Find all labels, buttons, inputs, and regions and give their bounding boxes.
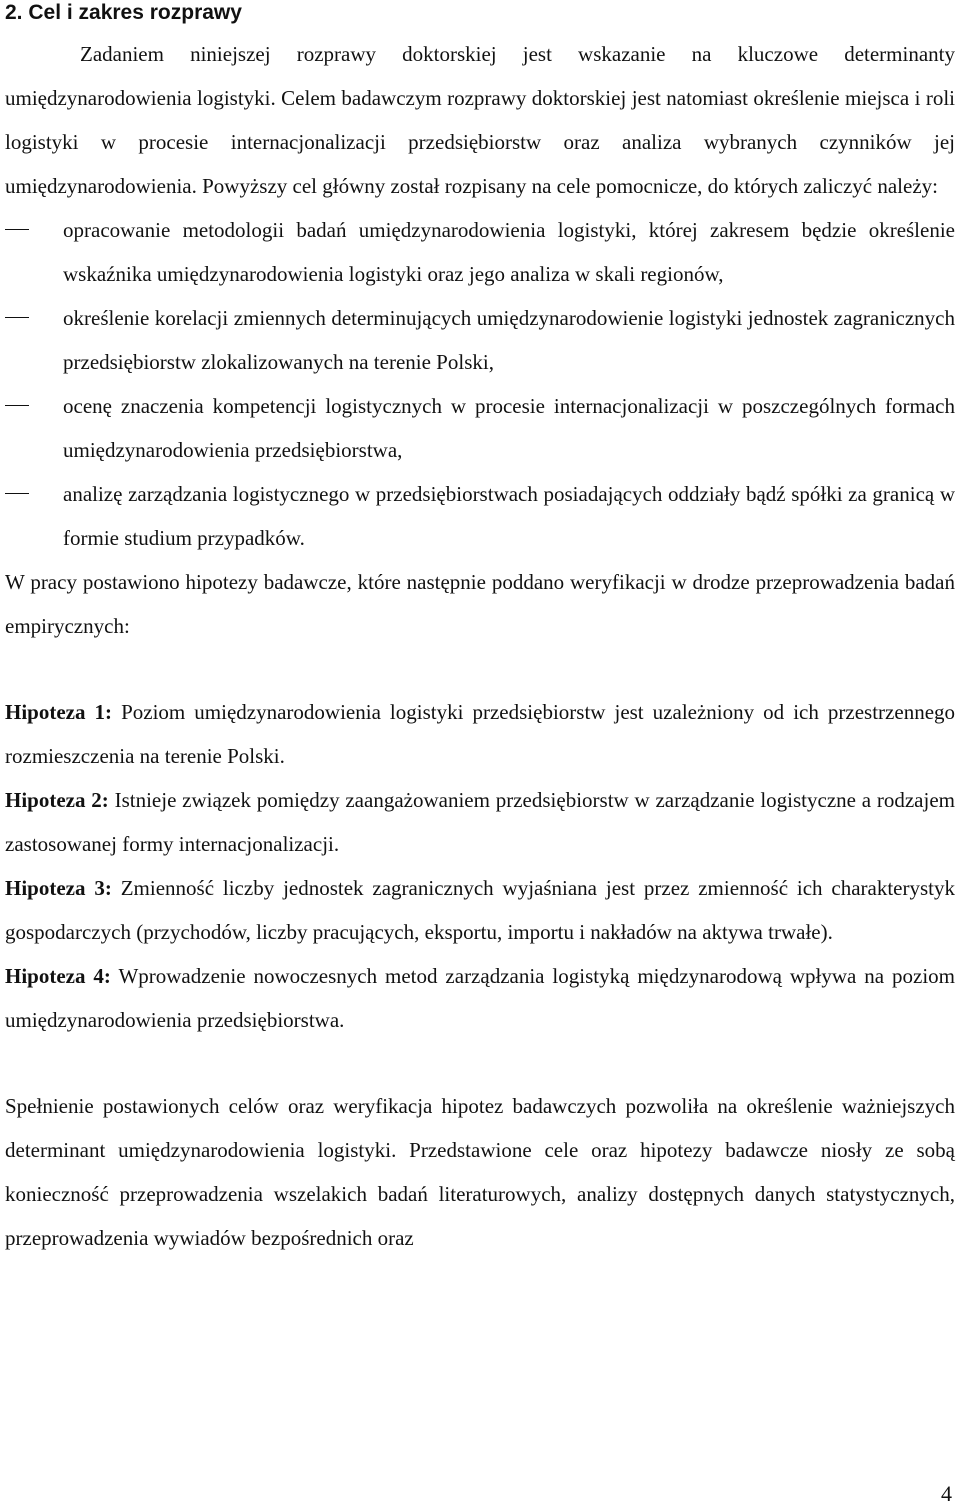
hypothesis-label: Hipoteza 1: xyxy=(5,700,113,724)
hypothesis-text: Wprowadzenie nowoczesnych metod zarządzania logistyką międzynarodową wpływa na poziom umiędzynarodowienia przedsiębiorstwa. xyxy=(5,964,956,1032)
hypothesis-label: Hipoteza 4: xyxy=(5,964,111,988)
goal-text: analizę zarządzania logistycznego w przedsiębiorstwach posiadających oddziały bądź spółki za granicą w formie studium przypadków. xyxy=(63,482,955,550)
hypothesis-2 xyxy=(5,778,955,866)
hypothesis-text: Istnieje związek pomiędzy zaangażowaniem przedsiębiorstw w zarządzanie logistyczne a rodzajem zastosowanej formy internacjonalizacji. xyxy=(5,788,955,856)
dash-bullet-icon xyxy=(5,317,29,318)
closing-paragraph: Spełnienie postawionych celów oraz weryfikacja hipotez badawczych pozwoliła na określenie ważniejszych determinant umiędzynarodowienia logistyki. Przedstawione cele oraz hipotezy badawcze niosły ze sobą konieczność przeprowadzenia wszelakich badań literaturowych, analizy dostępnych danych statystycznych, przeprowadzenia wywiadów bezpośrednich oraz xyxy=(5,1094,955,1250)
list-item xyxy=(5,296,955,384)
goal-text: określenie korelacji zmiennych determinujących umiędzynarodowienie logistyki jednostek zagranicznych przedsiębiorstw zlokalizowanych na terenie Polski, xyxy=(63,306,955,374)
dash-bullet-icon xyxy=(5,229,29,230)
hypothesis-label: Hipoteza 2: xyxy=(5,788,109,812)
hypothesis-3 xyxy=(5,866,955,954)
intro-paragraph: Zadaniem niniejszej rozprawy doktorskiej jest wskazanie na kluczowe determinanty umiędzynarodowienia logistyki. Celem badawczym rozprawy doktorskiej jest natomiast określenie miejsca i roli logistyki w procesie internacjonalizacji przedsiębiorstw oraz analiza wybranych czynników jej umiędzynarodowienia. Powyższy cel główny został rozpisany na cele pomocnicze, do których zaliczyć należy: xyxy=(5,42,955,198)
hypothesis-text: Zmienność liczby jednostek zagranicznych wyjaśniana jest przez zmienność ich charakterystyk gospodarczych (przychodów, liczby pracujących, eksportu, importu i nakładów na aktywa trwałe). xyxy=(5,876,956,944)
section-title: 2. Cel i zakres rozprawy xyxy=(5,1,242,24)
spacer xyxy=(5,648,955,690)
hypothesis-1 xyxy=(5,690,955,778)
hypothesis-label: Hipoteza 3: xyxy=(5,876,112,900)
page-number: 4 xyxy=(941,1481,952,1506)
list-item xyxy=(5,472,955,560)
hypothesis-4 xyxy=(5,954,955,1042)
list-item xyxy=(5,208,955,296)
list-item xyxy=(5,384,955,472)
hypotheses-intro-paragraph: W pracy postawiono hipotezy badawcze, które następnie poddano weryfikacji w drodze przeprowadzenia badań empirycznych: xyxy=(5,570,955,638)
dash-bullet-icon xyxy=(5,493,29,494)
goals-list xyxy=(5,208,955,560)
goal-text: opracowanie metodologii badań umiędzynarodowienia logistyki, której zakresem będzie określenie wskaźnika umiędzynarodowienia logistyki oraz jego analiza w skali regionów, xyxy=(63,218,955,286)
goal-text: ocenę znaczenia kompetencji logistycznych w procesie internacjonalizacji w poszczególnych formach umiędzynarodowienia przedsiębiorstwa, xyxy=(63,394,955,462)
dash-bullet-icon xyxy=(5,405,29,406)
spacer xyxy=(5,1042,955,1084)
hypothesis-text: Poziom umiędzynarodowienia logistyki przedsiębiorstw jest uzależniony od ich przestrzennego rozmieszczenia na terenie Polski. xyxy=(5,700,956,768)
document-page xyxy=(5,0,955,1260)
